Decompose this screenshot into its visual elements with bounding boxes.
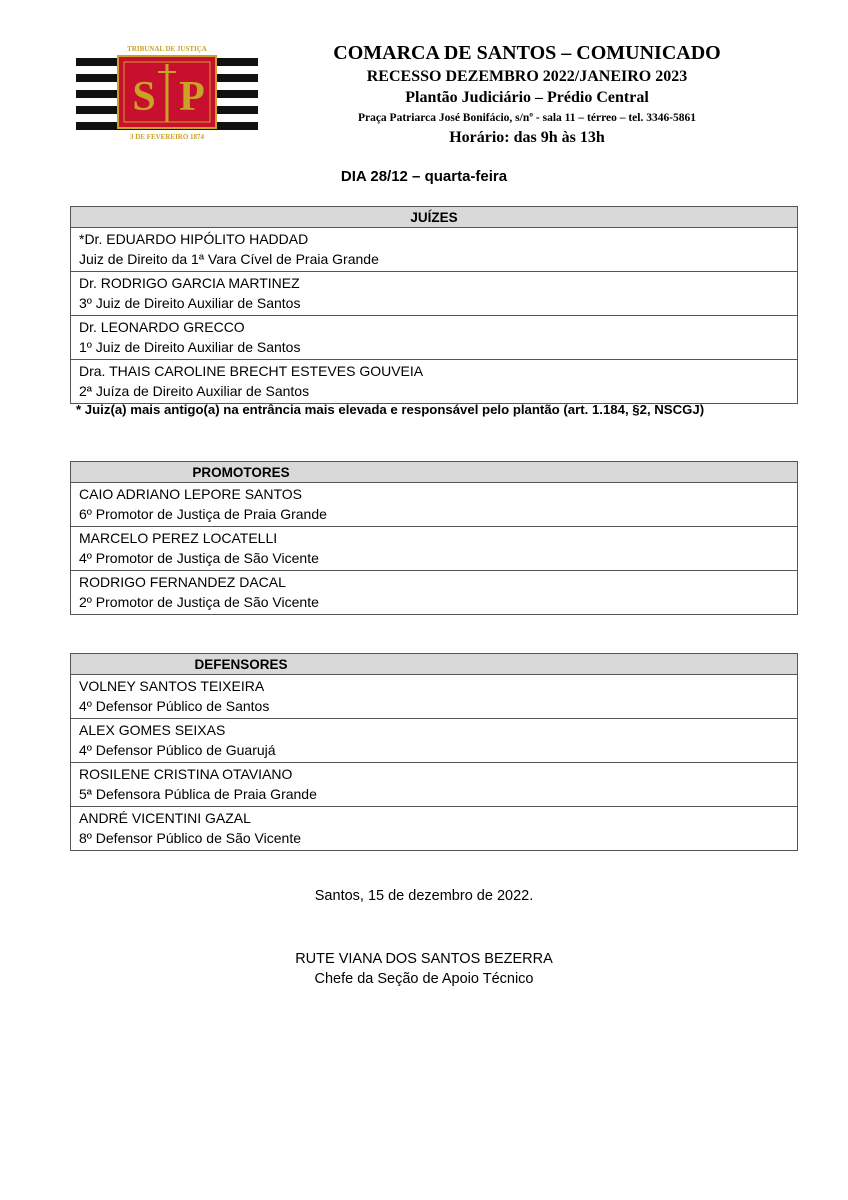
logo-bottom-text: 3 DE FEVEREIRO 1874 <box>129 133 205 141</box>
prosecutor-name: CAIO ADRIANO LEPORE SANTOS <box>79 486 303 502</box>
prosecutor-name: RODRIGO FERNANDEZ DACAL <box>79 574 286 590</box>
defender-name: VOLNEY SANTOS TEIXEIRA <box>79 678 265 694</box>
defender-name: ROSILENE CRISTINA OTAVIANO <box>79 766 293 782</box>
judge-role: 2ª Juíza de Direito Auxiliar de Santos <box>79 383 310 399</box>
signer-title: Chefe da Seção de Apoio Técnico <box>314 971 534 987</box>
prosecutors-header-row <box>71 462 798 483</box>
table-row <box>71 807 798 851</box>
defenders-header-row <box>71 654 798 675</box>
header-recess: RECESSO DEZEMBRO 2022/JANEIRO 2023 <box>366 68 688 85</box>
judge-role: 3º Juiz de Direito Auxiliar de Santos <box>79 295 301 311</box>
table-row <box>71 272 798 316</box>
judges-footnote: * Juiz(a) mais antigo(a) na entrância mais elevada e responsável pelo plantão (art. 1.184, §2, NSCGJ) <box>76 402 705 417</box>
defender-name: ANDRÉ VICENTINI GAZAL <box>79 810 251 826</box>
table-row <box>71 527 798 571</box>
signer-name: RUTE VIANA DOS SANTOS BEZERRA <box>295 951 553 967</box>
header-service: Plantão Judiciário – Prédio Central <box>405 89 649 106</box>
judges-heading: JUÍZES <box>71 207 798 228</box>
tjsp-coat-of-arms-logo <box>74 40 260 142</box>
header-hours: Horário: das 9h às 13h <box>449 129 605 146</box>
defender-role: 4º Defensor Público de Santos <box>79 698 270 714</box>
day-title: DIA 28/12 – quarta-feira <box>340 168 508 185</box>
table-row <box>71 228 798 272</box>
judge-role: Juiz de Direito da 1ª Vara Cível de Praia Grande <box>79 251 379 267</box>
header-title: COMARCA DE SANTOS – COMUNICADO <box>333 42 721 64</box>
logo-letter-left: S <box>132 74 156 120</box>
prosecutor-role: 2º Promotor de Justiça de São Vicente <box>79 594 319 610</box>
logo-letter-right: P <box>179 74 205 120</box>
judge-role: 1º Juiz de Direito Auxiliar de Santos <box>79 339 301 355</box>
judges-header-row <box>71 207 798 228</box>
defender-role: 8º Defensor Público de São Vicente <box>79 830 301 846</box>
defenders-table <box>70 653 798 851</box>
table-row <box>71 360 798 404</box>
table-row <box>71 571 798 615</box>
defender-role: 4º Defensor Público de Guarujá <box>79 742 276 758</box>
table-row <box>71 763 798 807</box>
judge-name: Dra. THAIS CAROLINE BRECHT ESTEVES GOUVEIA <box>79 363 424 379</box>
defender-name: ALEX GOMES SEIXAS <box>79 722 226 738</box>
prosecutor-role: 6º Promotor de Justiça de Praia Grande <box>79 506 327 522</box>
table-row <box>71 675 798 719</box>
judge-name: Dr. RODRIGO GARCIA MARTINEZ <box>79 275 300 291</box>
logo-top-text: TRIBUNAL DE JUSTIÇA <box>127 45 207 53</box>
table-row <box>71 316 798 360</box>
defender-role: 5ª Defensora Pública de Praia Grande <box>79 786 317 802</box>
judge-name: Dr. LEONARDO GRECCO <box>79 319 245 335</box>
defenders-heading: DEFENSORES <box>194 656 288 672</box>
table-row <box>71 483 798 527</box>
prosecutor-name: MARCELO PEREZ LOCATELLI <box>79 530 278 546</box>
date-line: Santos, 15 de dezembro de 2022. <box>314 888 534 904</box>
header-address: Praça Patriarca José Bonifácio, s/nº - sala 11 – térreo – tel. 3346-5861 <box>357 112 697 124</box>
prosecutors-heading: PROMOTORES <box>192 464 290 480</box>
table-row <box>71 719 798 763</box>
prosecutors-table <box>70 461 798 615</box>
prosecutor-role: 4º Promotor de Justiça de São Vicente <box>79 550 319 566</box>
judge-name: *Dr. EDUARDO HIPÓLITO HADDAD <box>79 231 309 247</box>
judges-table <box>70 206 798 404</box>
